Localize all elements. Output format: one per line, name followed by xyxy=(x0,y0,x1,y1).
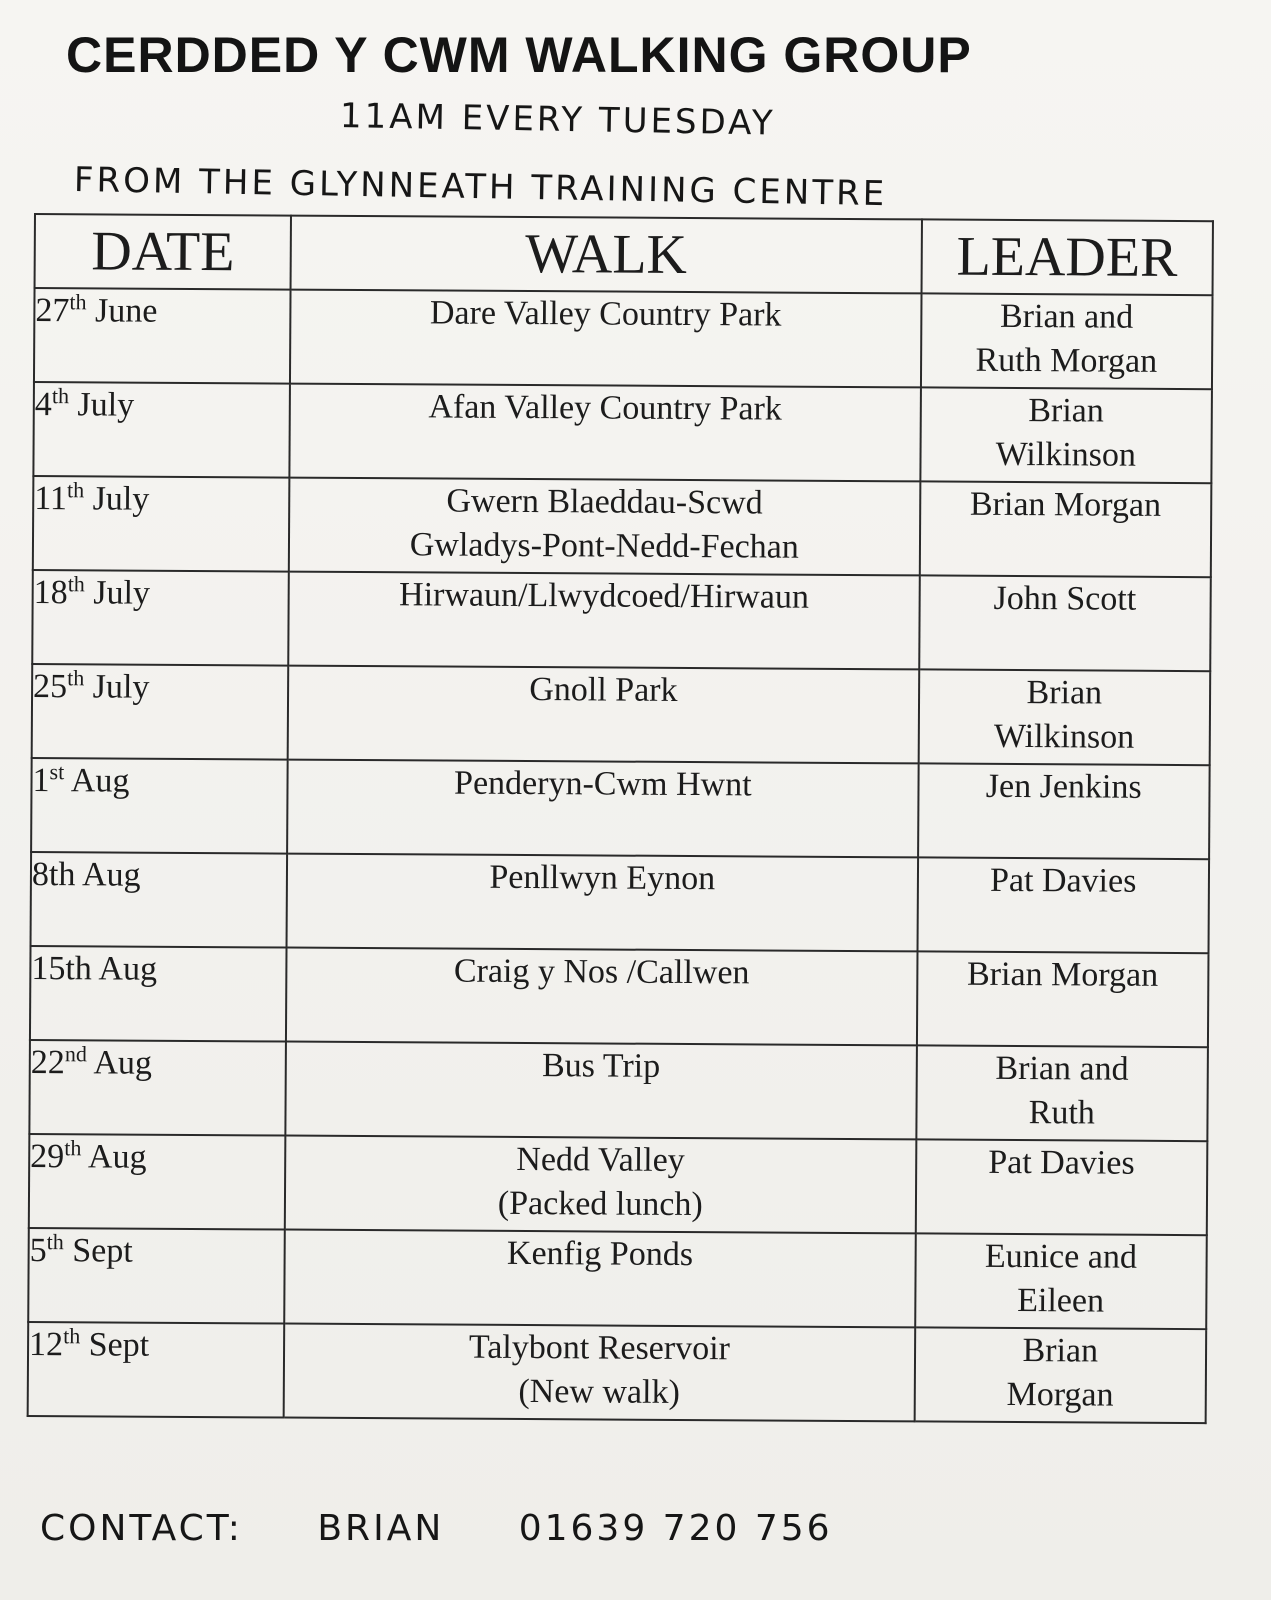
walk-leader-line: Brian and xyxy=(995,1049,1129,1088)
walk-leader-line: Brian xyxy=(1026,674,1103,712)
date-month: June xyxy=(94,292,158,330)
date-suffix: th xyxy=(67,571,85,597)
walk-name-line: Afan Valley Country Park xyxy=(428,388,782,428)
walk-name-line: Gnoll Park xyxy=(529,671,678,709)
date-suffix: st xyxy=(49,759,65,785)
walk-leader xyxy=(920,387,1212,483)
walk-name-line: Kenfig Ponds xyxy=(506,1234,694,1274)
page-title: CERDDED Y CWM WALKING GROUP xyxy=(66,27,972,83)
walk-name-line: Gwern Blaeddau-Scwd xyxy=(446,482,763,522)
walk-leader xyxy=(918,669,1210,765)
walk-leader-line: Brian xyxy=(1028,392,1104,430)
walk-name-line: Penllwyn Eynon xyxy=(489,858,716,898)
date-suffix: th xyxy=(46,1229,64,1255)
walk-name-line: Craig y Nos /Callwen xyxy=(453,952,750,992)
table-row xyxy=(33,476,1212,577)
walk-date xyxy=(31,852,288,948)
table-row xyxy=(33,382,1212,483)
walk-leader-line: Brian and xyxy=(999,297,1134,336)
meeting-time: 11AM EVERY TUESDAY xyxy=(339,96,776,144)
table-row xyxy=(32,664,1211,765)
walk-leader-line: Pat Davies xyxy=(988,1143,1135,1182)
walk-leader-line: Wilkinson xyxy=(995,435,1137,474)
walk-leader-line: Eunice and xyxy=(984,1237,1138,1276)
walk-date xyxy=(28,1322,285,1418)
date-month: Aug xyxy=(81,856,141,894)
walk-date xyxy=(31,758,288,854)
walk-leader-line: Brian Morgan xyxy=(966,955,1159,994)
walk-leader-line: John Scott xyxy=(993,579,1137,618)
meeting-location: FROM THE GLYNNEATH TRAINING CENTRE xyxy=(73,160,888,215)
contact-label: CONTACT: xyxy=(40,1508,243,1549)
walk-date xyxy=(34,288,291,384)
walk-leader xyxy=(919,575,1211,671)
table-row xyxy=(34,288,1213,389)
table-row xyxy=(29,1134,1208,1235)
walk-name-line: (Packed lunch) xyxy=(497,1184,703,1224)
walk-leader xyxy=(918,763,1210,859)
walk-name xyxy=(287,854,918,952)
table-header-row xyxy=(35,214,1213,295)
date-month: July xyxy=(93,574,151,612)
walk-header: WALK xyxy=(291,216,922,294)
date-month: Aug xyxy=(98,950,158,988)
date-month: July xyxy=(77,386,135,424)
leader-header: LEADER xyxy=(921,219,1213,295)
walk-leader-line: Ruth Morgan xyxy=(975,341,1158,380)
walk-date xyxy=(29,1040,286,1136)
walk-name-line: Hirwaun/Llwydcoed/Hirwaun xyxy=(398,576,809,616)
walk-name-line: (New walk) xyxy=(518,1372,680,1411)
date-day: 22 xyxy=(30,1043,65,1082)
table-row xyxy=(32,570,1211,671)
date-suffix: th xyxy=(51,383,70,409)
contact-line xyxy=(40,1508,893,1549)
walk-rows xyxy=(28,288,1213,1423)
walk-name xyxy=(288,666,919,764)
date-month: Aug xyxy=(70,762,130,800)
table-row xyxy=(29,1040,1208,1141)
date-month: Aug xyxy=(87,1138,147,1176)
walk-name xyxy=(290,384,921,482)
walk-name xyxy=(288,572,919,670)
contact-phone: 01639 720 756 xyxy=(518,1508,833,1549)
walk-name xyxy=(284,1230,915,1328)
date-suffix: th xyxy=(67,665,85,691)
date-suffix: nd xyxy=(64,1041,87,1067)
contact-name: BRIAN xyxy=(317,1508,445,1549)
walk-date xyxy=(32,570,289,666)
date-day: 11 xyxy=(34,480,68,518)
walk-name xyxy=(290,290,921,388)
date-day: 15th xyxy=(31,949,92,988)
date-day: 25 xyxy=(32,668,68,706)
walk-date xyxy=(29,1134,286,1230)
walk-date xyxy=(30,946,287,1042)
walk-name-line: Talybont Reservoir xyxy=(468,1328,731,1368)
walk-leader-line: Eileen xyxy=(1017,1282,1105,1320)
walk-name xyxy=(287,760,918,858)
date-day: 12 xyxy=(28,1325,64,1364)
date-month: Sept xyxy=(72,1232,133,1270)
table-row xyxy=(31,758,1210,859)
date-day: 27 xyxy=(35,292,70,330)
walk-leader-line: Morgan xyxy=(1006,1375,1114,1414)
walk-leader-line: Pat Davies xyxy=(989,861,1137,900)
walk-name-line: Bus Trip xyxy=(541,1047,661,1085)
walk-leader xyxy=(915,1233,1207,1329)
walk-leader xyxy=(919,481,1211,577)
walk-leader xyxy=(914,1327,1206,1423)
date-month: Sept xyxy=(88,1326,150,1364)
walk-date xyxy=(33,476,290,572)
walk-date xyxy=(32,664,289,760)
date-month: July xyxy=(92,668,150,706)
walk-leader-line: Jen Jenkins xyxy=(985,767,1142,806)
walks-table xyxy=(27,213,1214,1424)
table-row xyxy=(30,946,1209,1047)
walk-leader xyxy=(920,293,1212,389)
date-header: DATE xyxy=(35,214,292,290)
walk-name xyxy=(286,1042,917,1140)
walk-name xyxy=(286,948,917,1046)
walk-leader xyxy=(916,1045,1208,1141)
date-day: 18 xyxy=(33,574,68,612)
date-day: 1 xyxy=(32,762,50,800)
walk-leader-line: Ruth xyxy=(1028,1094,1095,1132)
walk-name-line: Dare Valley Country Park xyxy=(429,294,782,334)
date-day: 29 xyxy=(30,1137,65,1176)
walk-leader xyxy=(916,951,1208,1047)
walk-date xyxy=(28,1228,285,1324)
date-day: 8th xyxy=(31,856,76,894)
walk-leader-line: Brian Morgan xyxy=(969,485,1162,524)
date-month: July xyxy=(92,480,150,518)
date-suffix: th xyxy=(66,477,85,503)
walk-name xyxy=(284,1324,915,1422)
walk-name-line: Penderyn-Cwm Hwnt xyxy=(454,764,752,804)
table-row xyxy=(28,1322,1207,1423)
walk-name xyxy=(289,478,920,576)
date-day: 4 xyxy=(34,386,52,424)
date-month: Aug xyxy=(93,1044,153,1082)
walk-leader xyxy=(915,1139,1207,1235)
walk-leader xyxy=(917,857,1209,953)
walk-leader-line: Wilkinson xyxy=(993,717,1135,756)
walk-name xyxy=(285,1136,916,1234)
walk-leader-line: Brian xyxy=(1022,1332,1099,1370)
walk-date xyxy=(33,382,290,478)
table-row xyxy=(28,1228,1207,1329)
date-suffix: th xyxy=(69,289,87,315)
walk-name-line: Gwladys-Pont-Nedd-Fechan xyxy=(409,526,799,566)
date-suffix: th xyxy=(63,1323,81,1349)
table-row xyxy=(31,852,1210,953)
date-suffix: th xyxy=(64,1135,82,1161)
walk-name-line: Nedd Valley xyxy=(516,1140,685,1179)
date-day: 5 xyxy=(29,1231,47,1270)
